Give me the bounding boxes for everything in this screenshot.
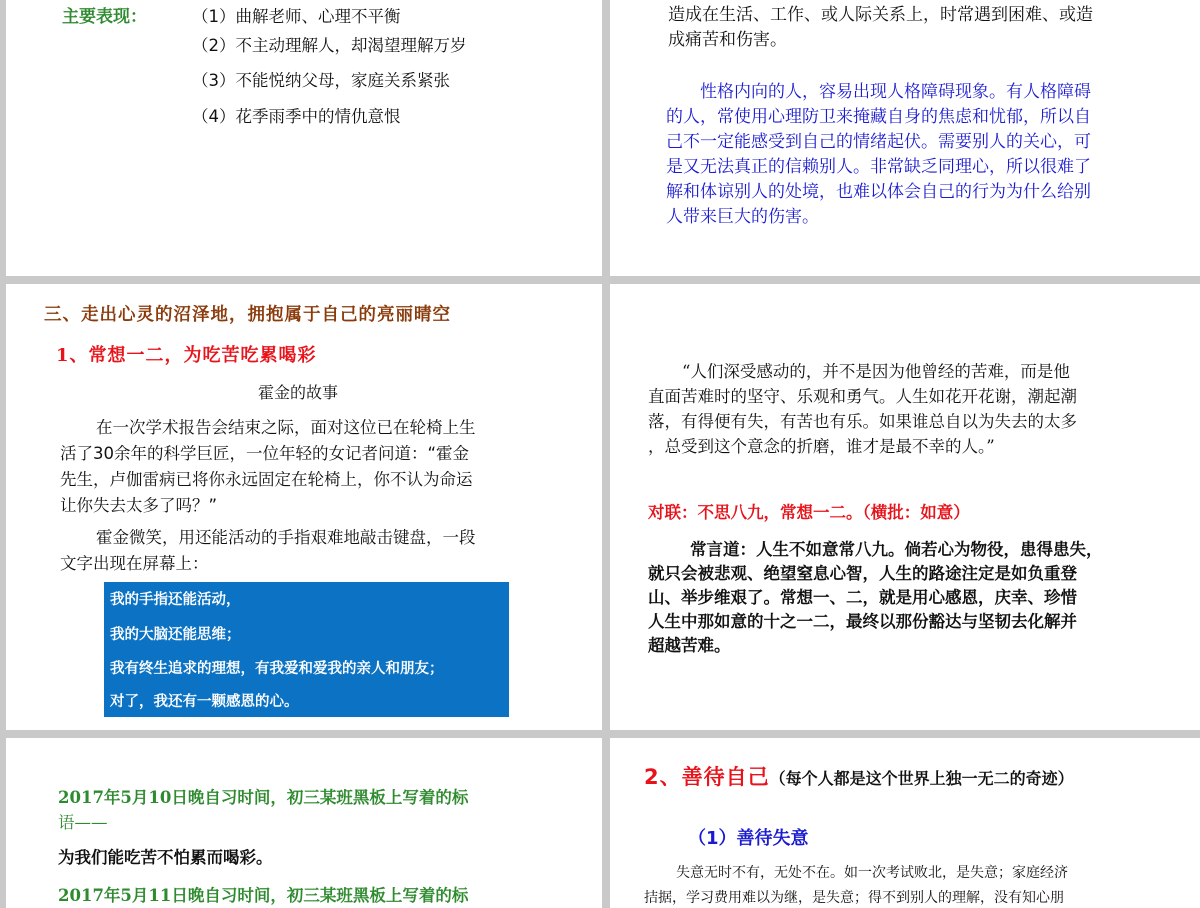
slide-3[interactable] xyxy=(6,284,602,730)
quote-line: ，总受到这个意念的折磨，谁才是最不幸的人。” xyxy=(648,437,995,456)
para-line: 己不一定能感受到自己的情绪起伏。需要别人的关心，可 xyxy=(666,132,1091,152)
couplet: 对联：不思八九，常想一二。（横批：如意） xyxy=(648,503,970,522)
section-heading xyxy=(644,761,1074,791)
saying-line: 超越苦难。 xyxy=(648,636,731,655)
quote-line: 直面苦难时的坚守、乐观和勇气。人生如花开花谢，潮起潮 xyxy=(648,387,1077,406)
quote-line: 我的手指还能活动， xyxy=(110,592,241,608)
para-line: 是又无法真正的信赖别人。非常缺乏同理心，所以很难了 xyxy=(666,157,1091,177)
slide-1[interactable] xyxy=(6,0,602,276)
saying-line: 就只会被悲观、绝望窒息心智，人生的路途注定是如负重登 xyxy=(648,564,1077,583)
story-line: 活了30余年的科学巨匠，一位年轻的女记者问道：“霍金 xyxy=(60,444,470,463)
note-line: 语—— xyxy=(58,813,108,832)
saying-line: 山、举步维艰了。常想一、二，就是用心感恩，庆幸、珍惜 xyxy=(648,588,1077,607)
main-manifestation-label: 主要表现： xyxy=(62,7,147,27)
story-line: 文字出现在屏幕上： xyxy=(60,554,209,573)
quote-line: 落，有得便有失，有苦也有乐。如果谁总自以为失去的太多 xyxy=(648,412,1077,431)
quote-line: 对了，我还有一颗感恩的心。 xyxy=(110,694,299,710)
body-line: 拮据，学习费用难以为继，是失意；得不到别人的理解，没有知心朋 xyxy=(644,890,1064,906)
slide-4[interactable] xyxy=(610,284,1200,730)
story-line: 先生，卢伽雷病已将你永远固定在轮椅上，你不认为命运 xyxy=(60,470,473,489)
quote-line: “人们深受感动的，并不是因为他曾经的苦难，而是他 xyxy=(682,362,1070,381)
para-line: 的人，常使用心理防卫来掩藏自身的焦虑和忧郁，所以自 xyxy=(666,107,1091,127)
para-line: 人带来巨大的伤害。 xyxy=(666,207,819,227)
note-line: 2017年5月11日晚自习时间，初三某班黑板上写着的标 xyxy=(58,886,469,905)
text-line: 成痛苦和伤害。 xyxy=(668,30,787,50)
subheading: （1）善待失意 xyxy=(688,828,809,849)
heading-sub: （每个人都是这个世界上独一无二的奇迹） xyxy=(769,769,1074,788)
slide-6[interactable] xyxy=(610,738,1200,908)
manifestation-item: （3）不能悦纳父母，家庭关系紧张 xyxy=(192,71,450,90)
heading-main: 2、善待自己 xyxy=(644,765,770,789)
para-line: 解和体谅别人的处境，也难以体会自己的行为为什么给别 xyxy=(666,182,1091,202)
story-title: 霍金的故事 xyxy=(258,383,339,402)
manifestation-item: （2）不主动理解人，却渴望理解万岁 xyxy=(192,36,467,55)
body-line: 失意无时不有，无处不在。如一次考试败北，是失意；家庭经济 xyxy=(676,865,1068,881)
note-line: 2017年5月10日晚自习时间，初三某班黑板上写着的标 xyxy=(58,788,469,807)
quote-box xyxy=(104,582,509,717)
quote-line: 我的大脑还能思维； xyxy=(110,627,241,643)
manifestation-item: （4）花季雨季中的情仇意恨 xyxy=(192,107,401,126)
section-heading: 三、走出心灵的沼泽地，拥抱属于自己的亮丽晴空 xyxy=(44,305,451,325)
slogan: 为我们能吃苦不怕累而喝彩。 xyxy=(58,848,273,867)
para-line: 性格内向的人，容易出现人格障碍现象。有人格障碍 xyxy=(700,82,1091,102)
slide-5[interactable] xyxy=(6,738,602,908)
story-line: 霍金微笑，用还能活动的手指艰难地敲击键盘，一段 xyxy=(96,528,476,547)
story-line: 让你失去太多了吗？” xyxy=(60,496,218,515)
text-line: 造成在生活、工作、或人际关系上，时常遇到困难、或造 xyxy=(668,5,1093,25)
subheading: 1、常想一二，为吃苦吃累喝彩 xyxy=(56,345,317,366)
story-line: 在一次学术报告会结束之际，面对这位已在轮椅上生 xyxy=(96,418,476,437)
saying-line: 常言道：人生不如意常八九。倘若心为物役，患得患失， xyxy=(690,540,1103,559)
saying-line: 人生中那如意的十之一二，最终以那份豁达与坚韧去化解并 xyxy=(648,612,1077,631)
manifestation-item: （1）曲解老师、心理不平衡 xyxy=(192,7,401,26)
slide-2[interactable] xyxy=(610,0,1200,276)
quote-line: 我有终生追求的理想，有我爱和爱我的亲人和朋友； xyxy=(110,661,444,677)
